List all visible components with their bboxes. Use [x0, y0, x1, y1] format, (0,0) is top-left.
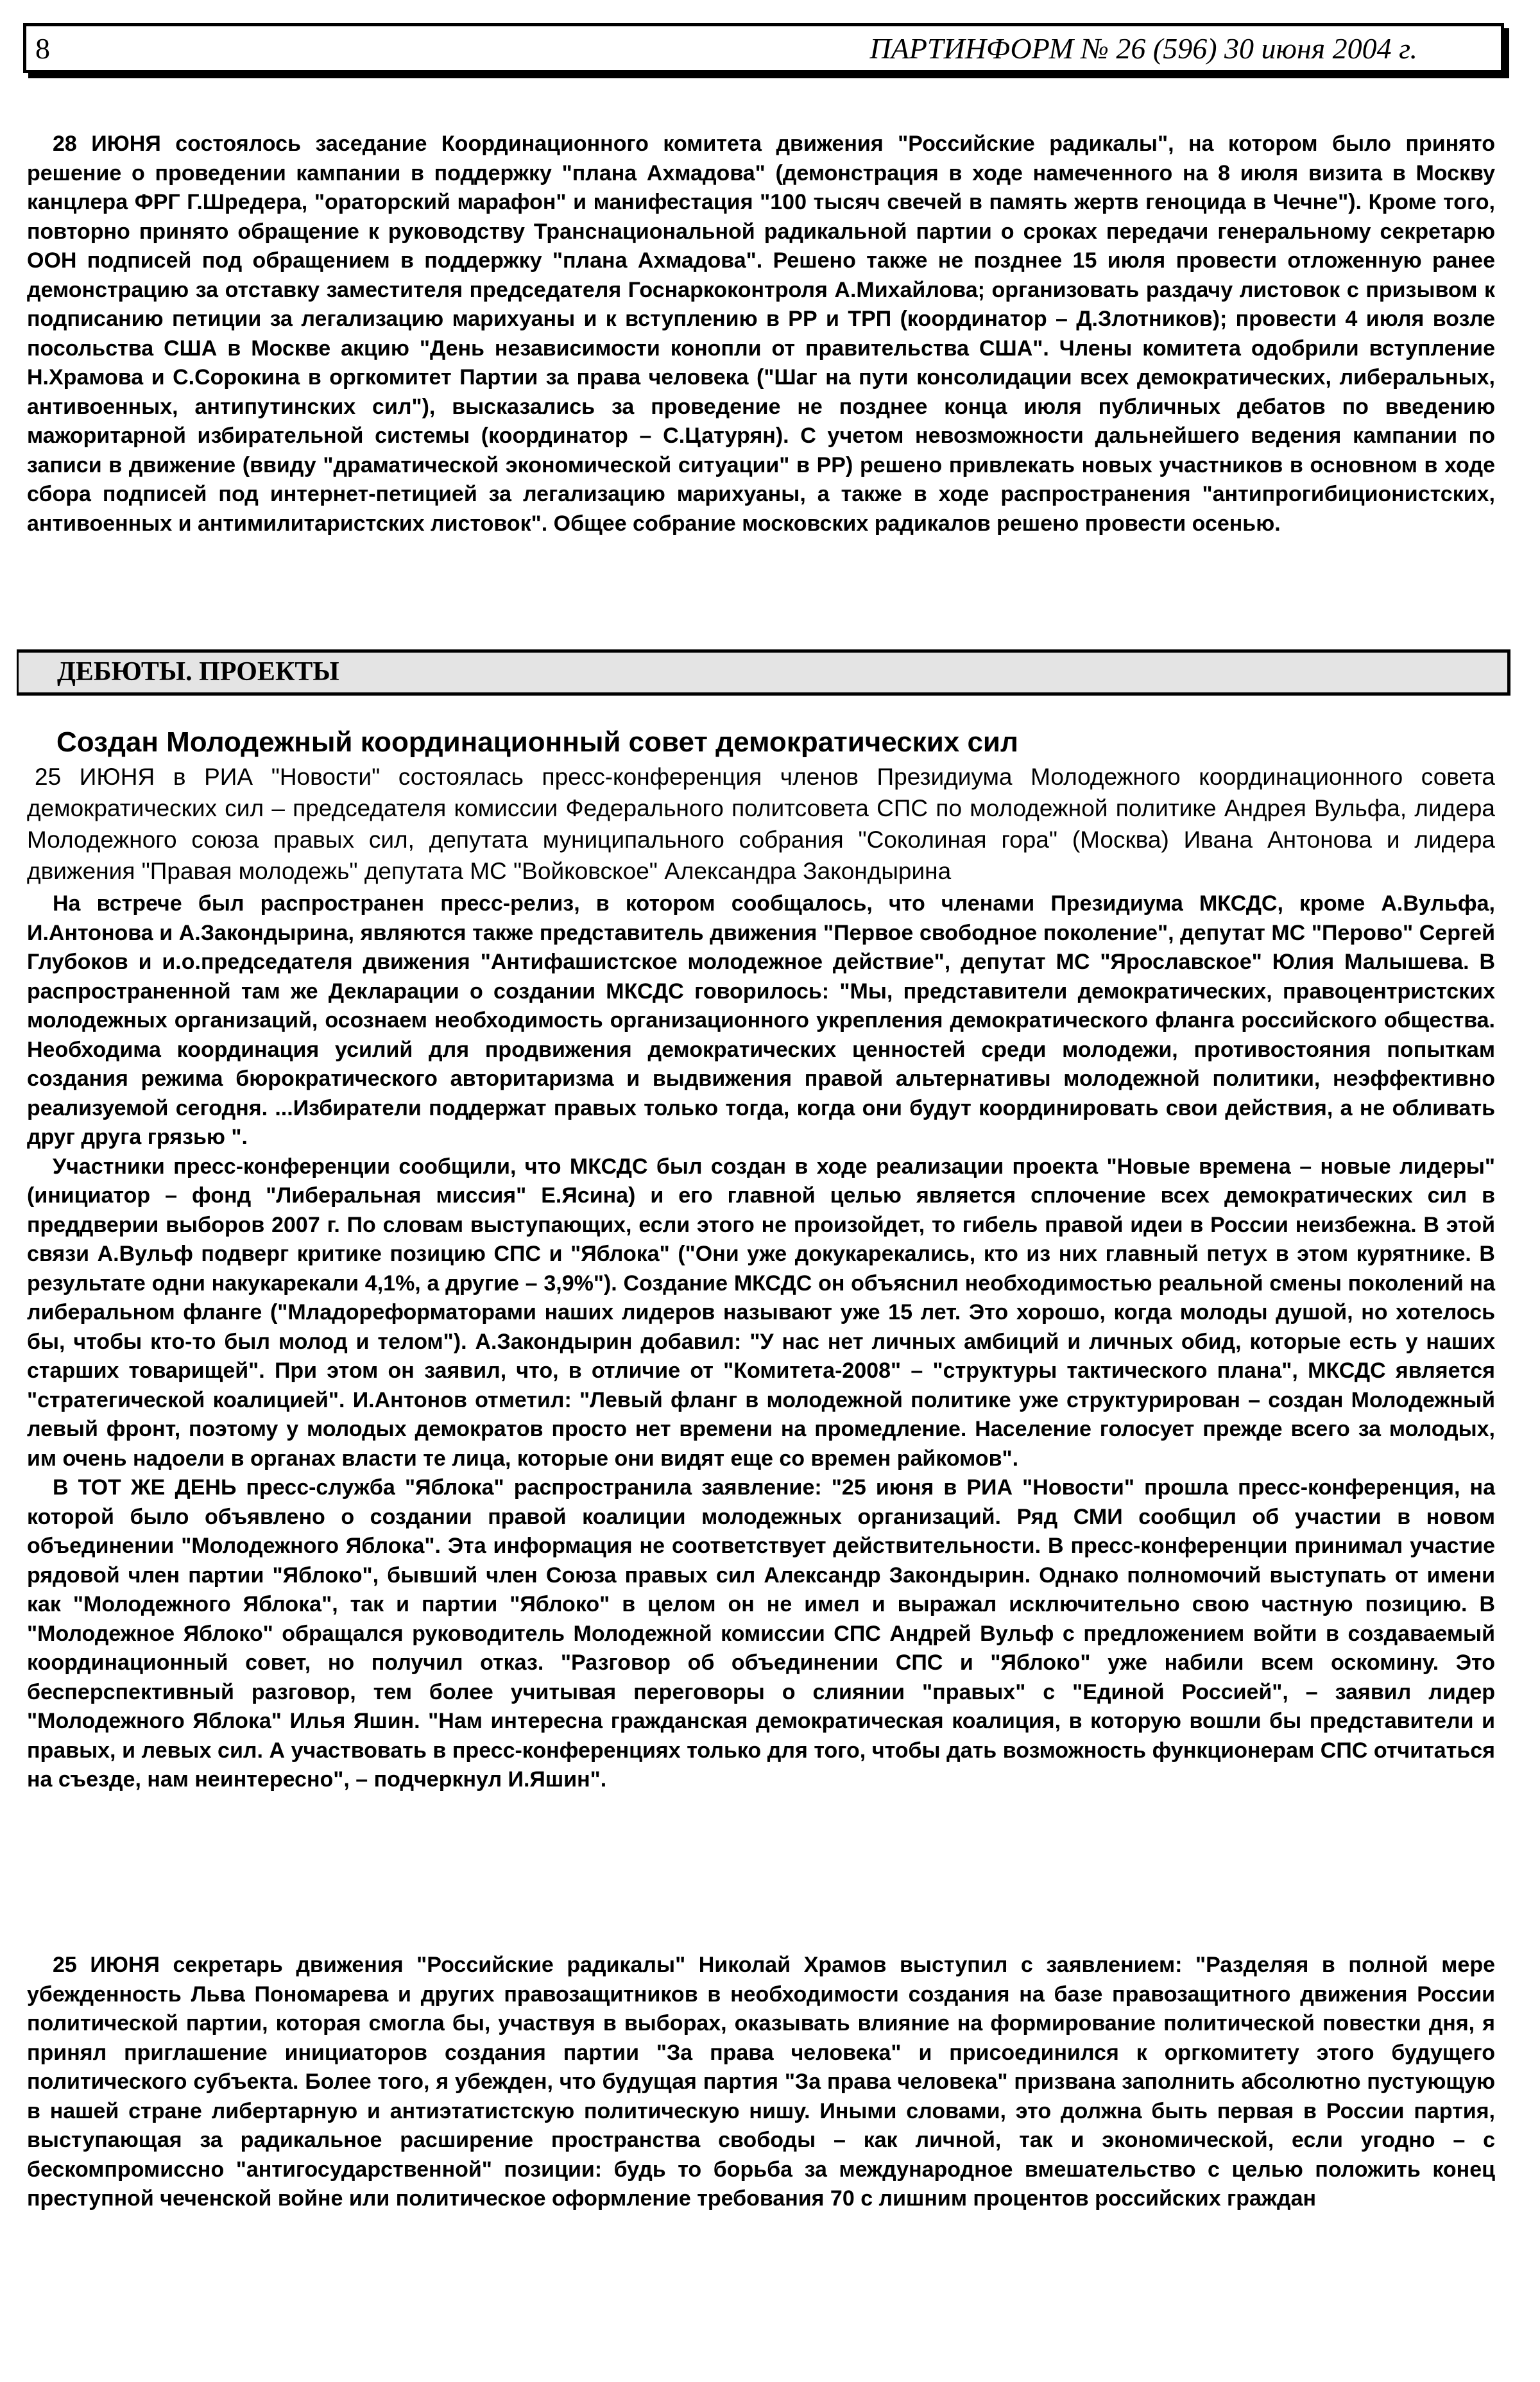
article-youth-council — [27, 761, 1495, 1795]
article-title: Создан Молодежный координационный совет демократических сил — [56, 726, 1018, 758]
article-radicals-committee — [27, 130, 1495, 538]
paragraph: На встрече был распространен пресс-релиз, в котором сообщалось, что членами Президиума МКСДС, кроме А.Вульфа, И.Антонова и А.Закондырина, являются также представитель движения "Первое свободное поколение", депутат МС "Перово" Сергей Глубоков и и.о.председателя движения "Антифашистское молодежное действие", депутат МС "Ярославское" Юлия Малышева. В распространенной там же Декларации о создании МКСДС говорилось: "Мы, представители демократических, правоцентристских молодежных организаций, осознаем необходимость организационного укрепления демократического фланга российского общества. Необходима координация усилий для продвижения демократических ценностей среди молодежи, противостояния попыткам создания режима бюрократического авторитаризма и выдвижения правой альтернативы молодежной политики, неэффективно реализуемой сегодня. ...Избиратели поддержат правых только тогда, когда они будут координировать свои действия, а не обливать друг друга грязью ". — [27, 891, 1495, 1149]
article-khramov-statement — [27, 1951, 1495, 2214]
paragraph: 28 ИЮНЯ состоялось заседание Координационного комитета движения "Российские радикалы", на котором было принято решение о проведении кампании в поддержку "плана Ахмадова" (демонстрация в ходе намеченного на 8 июля визита в Москву канцлера ФРГ Г.Шредера, "ораторский марафон" и манифестация "100 тысяч свечей в память жертв геноцида в Чечне"). Кроме того, повторно принято обращение к руководству Транснациональной радикальной партии о сроках передачи генеральному секретарю ООН подписей под обращением в поддержку "плана Ахмадова". Решено также не позднее 15 июля провести отложенную ранее демонстрацию за отставку заместителя председателя Госнаркоконтроля А.Михайлова; организовать раздачу листовок с призывом к подписанию петиции за легализацию марихуаны и к вступлению в РР и ТРП (координатор – Д.Злотников); провести 4 июля возле посольства США в Москве акцию "День независимости конопли от правительства США". Члены комитета одобрили вступление Н.Храмова и С.Сорокина в оргкомитет Партии за права человека ("Шаг на пути консолидации всех демократических, либеральных, антивоенных, антипутинских сил"), высказались за проведение не позднее конца июля публичных дебатов по введению мажоритарной избирательной системы (координатор – С.Цатурян). С учетом невозможности дальнейшего ведения кампании по записи в движение (ввиду "драматической экономической ситуации" в РР) решено привлекать новых участников в основном в ходе сбора подписей под интернет-петицией за легализацию марихуаны, а также в ходе распространения "антипрогибиционистских, антивоенных и антимилитаристских листовок". Общее собрание московских радикалов решено провести осенью. — [27, 132, 1495, 536]
section-header — [17, 649, 1510, 696]
page-number: 8 — [35, 32, 50, 65]
paragraph: 25 ИЮНЯ секретарь движения "Российские радикалы" Николай Храмов выступил с заявлением: "Разделяя в полной мере убежденность Льва Пономарева и других правозащитников в необходимости создания на базе правозащитного движения России политической партии, которая смогла бы, участвуя в выборах, оказывать влияние на формирование политической повестки дня, я принял приглашение инициаторов создания партии "За права человека" и присоединился к оргкомитету этого будущего политического субъекта. Более того, я убежден, что будущая партия "За права человека" призвана заполнить абсолютно пустующую в нашей стране либертарную и антиэтатистскую политическую нишу. Иными словами, это должна быть первая в России партия, выступающая за радикальное расширение пространства свободы – как личной, так и экономической, если угодно – с бескомпромиссно "антигосударственной" позиции: будь то борьба за международное вмешательство с целью положить конец преступной чеченской войне или политическое оформление требования 70 с лишним процентов российских граждан — [27, 1953, 1495, 2211]
section-title: ДЕБЮТЫ. ПРОЕКТЫ — [57, 657, 339, 687]
paragraph: Участники пресс-конференции сообщили, что МКСДС был создан в ходе реализации проекта "Новые времена – новые лидеры" (инициатор – фонд "Либеральная миссия" Е.Ясина) и его главной целью является сплочение всех демократических сил в преддверии выборов 2007 г. По словам выступающих, если этого не произойдет, то гибель правой идеи в России неизбежна. В этой связи А.Вульф подверг критике позицию СПС и "Яблока" ("Они уже докукарекались, кто из них главный петух в этом курятнике. В результате одни накукарекали 4,1%, а другие – 3,9%"). Создание МКСДС он объяснил необходимостью реальной смены поколений на либеральном фланге ("Младореформаторами наших лидеров называют уже 15 лет. Это хорошо, когда молоды душой, но хотелось бы, чтобы кто-то был молод и телом"). А.Закондырин добавил: "У нас нет личных амбиций и личных обид, которые есть у наших старших товарищей". При этом он заявил, что, в отличие от "Комитета-2008" – "структуры тактического плана", МКСДС является "стратегической коалицией". И.Антонов отметил: "Левый фланг в молодежной политике уже структурирован – создан Молодежный левый фронт, поэтому у молодых демократов просто нет времени на промедление. Население голосует прежде всего за молодых, им очень надоели в органах власти те лица, которые они видят еще со времен райкомов". — [27, 1154, 1495, 1471]
page-header — [23, 23, 1504, 73]
issue-title: ПАРТИНФОРМ № 26 (596) 30 июня 2004 г. — [869, 32, 1417, 65]
paragraph: В ТОТ ЖЕ ДЕНЬ пресс-служба "Яблока" распространила заявление: "25 июня в РИА "Новости" прошла пресс-конференция, на которой было объявлено о создании правой коалиции молодежных организаций. Ряд СМИ сообщил об участии в новом объединении "Молодежного Яблока". Эта информация не соответствует действительности. В пресс-конференции принимал участие рядовой член партии "Яблоко", бывший член Союза правых сил Александр Закондырин. Однако полномочий выступать от имени как "Молодежного Яблока", так и партии "Яблоко" в целом он не имел и выражал исключительно свою частную позицию. В "Молодежное Яблоко" обращался руководитель Молодежной комиссии СПС Андрей Вульф с предложением войти в создаваемый координационный совет, но получил отказ. "Разговор об объединении СПС и "Яблоко" уже набили всем оскомину. Это бесперспективный разговор, тем более учитывая переговоры о слиянии "правых" с "Единой Россией", – заявил лидер "Молодежного Яблока" Илья Яшин. "Нам интересна гражданская демократическая коалиция, в которую вошли бы представители и правых, и левых сил. А участвовать в пресс-конференциях только для того, чтобы дать возможность функционерам СПС отчитаться на съезде, нам неинтересно", – подчеркнул И.Яшин". — [27, 1475, 1495, 1792]
article-intro: 25 ИЮНЯ в РИА "Новости" состоялась пресс-конференция членов Президиума Молодежного координационного совета демократических сил – председателя комиссии Федерального политсовета СПС по молодежной политике Андрея Вульфа, лидера Молодежного союза правых сил, депутата муниципального собрания "Соколиная гора" (Москва) Ивана Антонова и лидера движения "Правая молодежь" депутата МС "Войковское" Александра Закондырина — [27, 764, 1495, 884]
